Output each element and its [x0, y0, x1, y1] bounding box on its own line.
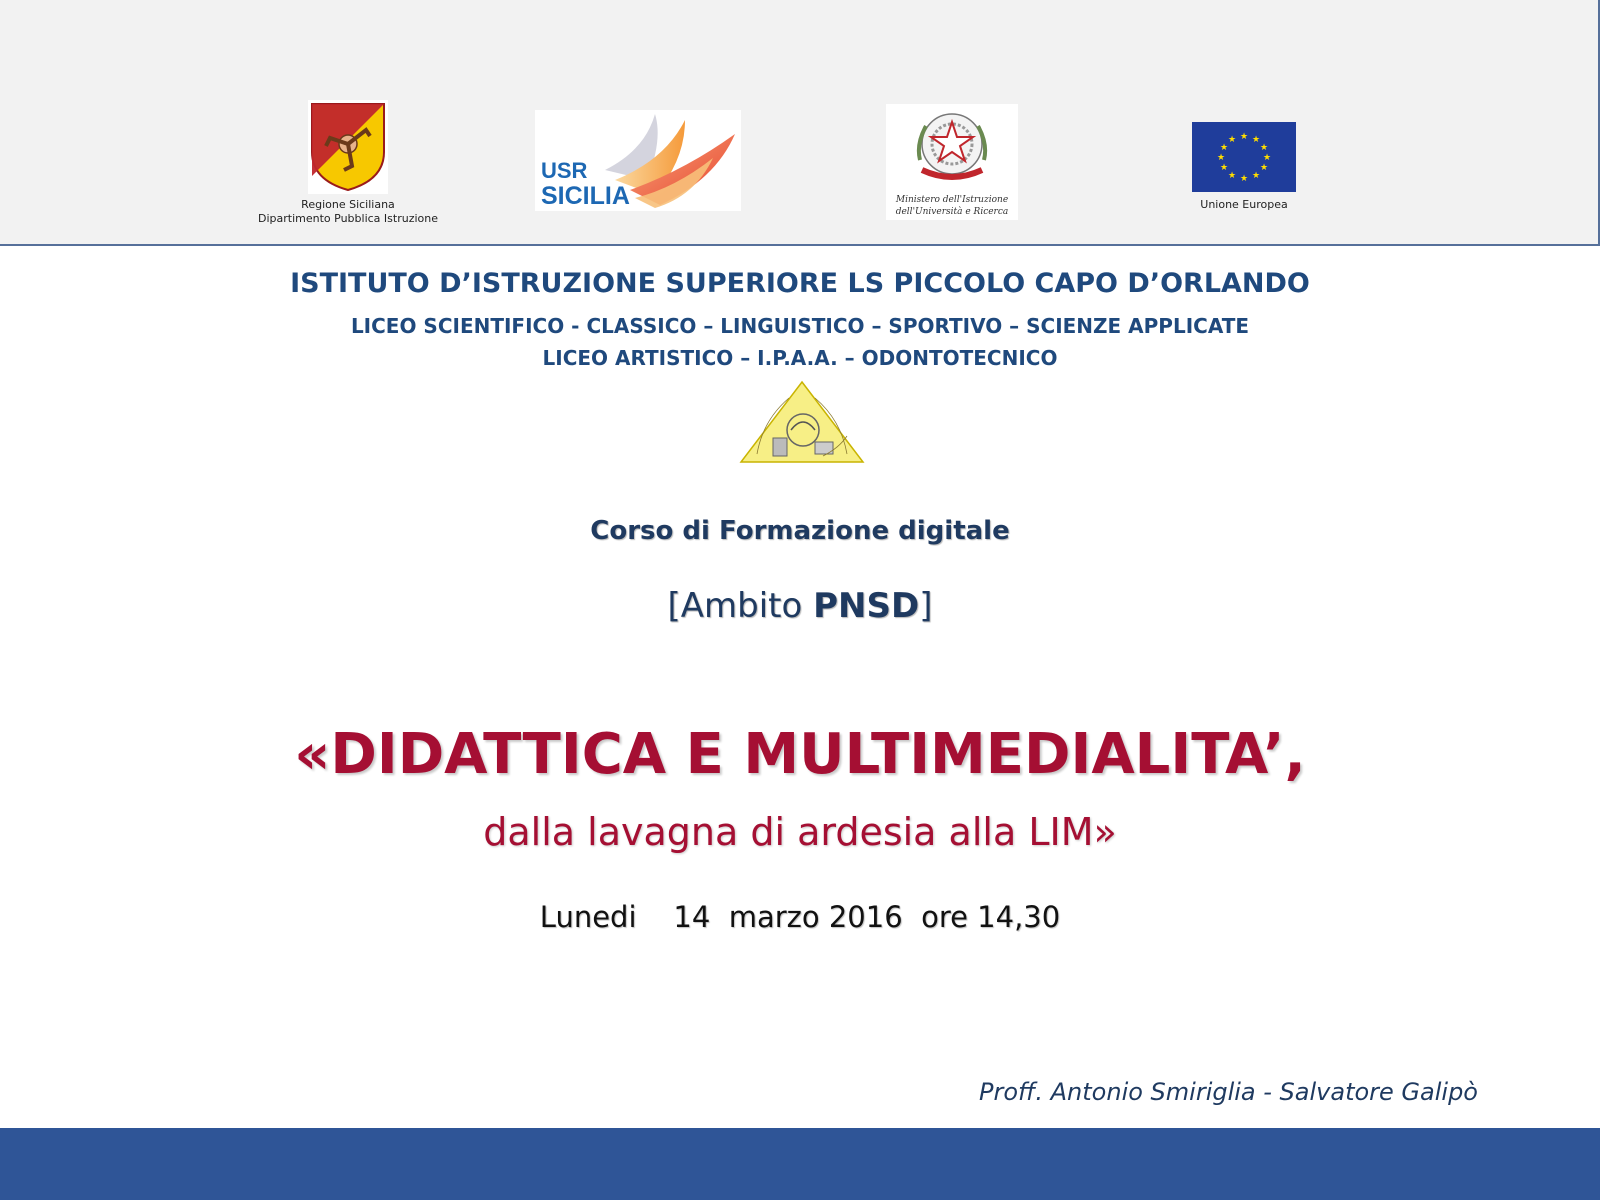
- regione-caption-2: Dipartimento Pubblica Istruzione: [258, 212, 438, 225]
- ministero-caption-1: Ministero dell'Istruzione: [895, 195, 1009, 205]
- svg-text:★: ★: [1219, 143, 1229, 153]
- ambito-pnsd: PNSD: [813, 586, 920, 626]
- school-triangle-emblem-icon: [737, 380, 867, 466]
- regione-siciliana-logo: [248, 100, 448, 226]
- event-subtitle: dalla lavagna di ardesia alla LIM»: [483, 810, 1117, 854]
- institute-subtitle-2: LICEO ARTISTICO – I.P.A.A. – ODONTOTECNICO: [542, 346, 1058, 370]
- svg-text:★: ★: [1227, 171, 1237, 181]
- svg-text:★: ★: [1259, 163, 1269, 173]
- unione-europea-logo: [1178, 122, 1310, 212]
- regione-caption-1: Regione Siciliana: [301, 198, 395, 211]
- ministero-caption-2: dell'Università e Ricerca: [895, 207, 1009, 217]
- authors: Proff. Antonio Smiriglia - Salvatore Galipò: [979, 1078, 1478, 1106]
- italian-republic-emblem-icon: [886, 104, 1018, 190]
- svg-text:★: ★: [1227, 135, 1237, 145]
- svg-text:★: ★: [1216, 153, 1226, 163]
- usr-text: USR: [541, 158, 588, 183]
- school-logo: [737, 380, 867, 466]
- sicilia-text: SICILIA: [541, 182, 630, 210]
- course-title: Corso di Formazione digitale: [590, 516, 1010, 546]
- institute-title: ISTITUTO D’ISTRUZIONE SUPERIORE LS PICCOLO CAPO D’ORLANDO: [290, 268, 1310, 299]
- event-date: [0, 900, 1600, 934]
- svg-text:★: ★: [1239, 132, 1249, 142]
- eu-caption: Unione Europea: [1200, 198, 1288, 211]
- usr-sicilia-logo: [535, 110, 741, 211]
- ministero-logo: [886, 104, 1018, 220]
- event-date-text: Lunedi 14 marzo 2016 ore 14,30: [539, 900, 1061, 934]
- svg-text:★: ★: [1239, 174, 1249, 184]
- trinacria-shield-icon: [308, 100, 388, 194]
- footer-bar: [0, 1128, 1600, 1200]
- eu-flag-icon: [1192, 122, 1296, 192]
- course-ambito: [0, 586, 1600, 626]
- ambito-suffix: ]: [919, 586, 933, 626]
- event-title: «DIDATTICA E MULTIMEDIALITA’,: [294, 722, 1306, 787]
- institute-subtitle-1: LICEO SCIENTIFICO - CLASSICO – LINGUISTICO – SPORTIVO – SCIENZE APPLICATE: [350, 314, 1250, 338]
- logo-header: [0, 0, 1600, 246]
- svg-text:★: ★: [1219, 163, 1229, 173]
- svg-text:★: ★: [1251, 135, 1261, 145]
- svg-text:★: ★: [1259, 143, 1269, 153]
- ambito-prefix: [Ambito: [667, 586, 814, 626]
- usr-sicilia-emblem-icon: [535, 110, 741, 211]
- svg-text:★: ★: [1262, 153, 1272, 163]
- svg-text:★: ★: [1251, 171, 1261, 181]
